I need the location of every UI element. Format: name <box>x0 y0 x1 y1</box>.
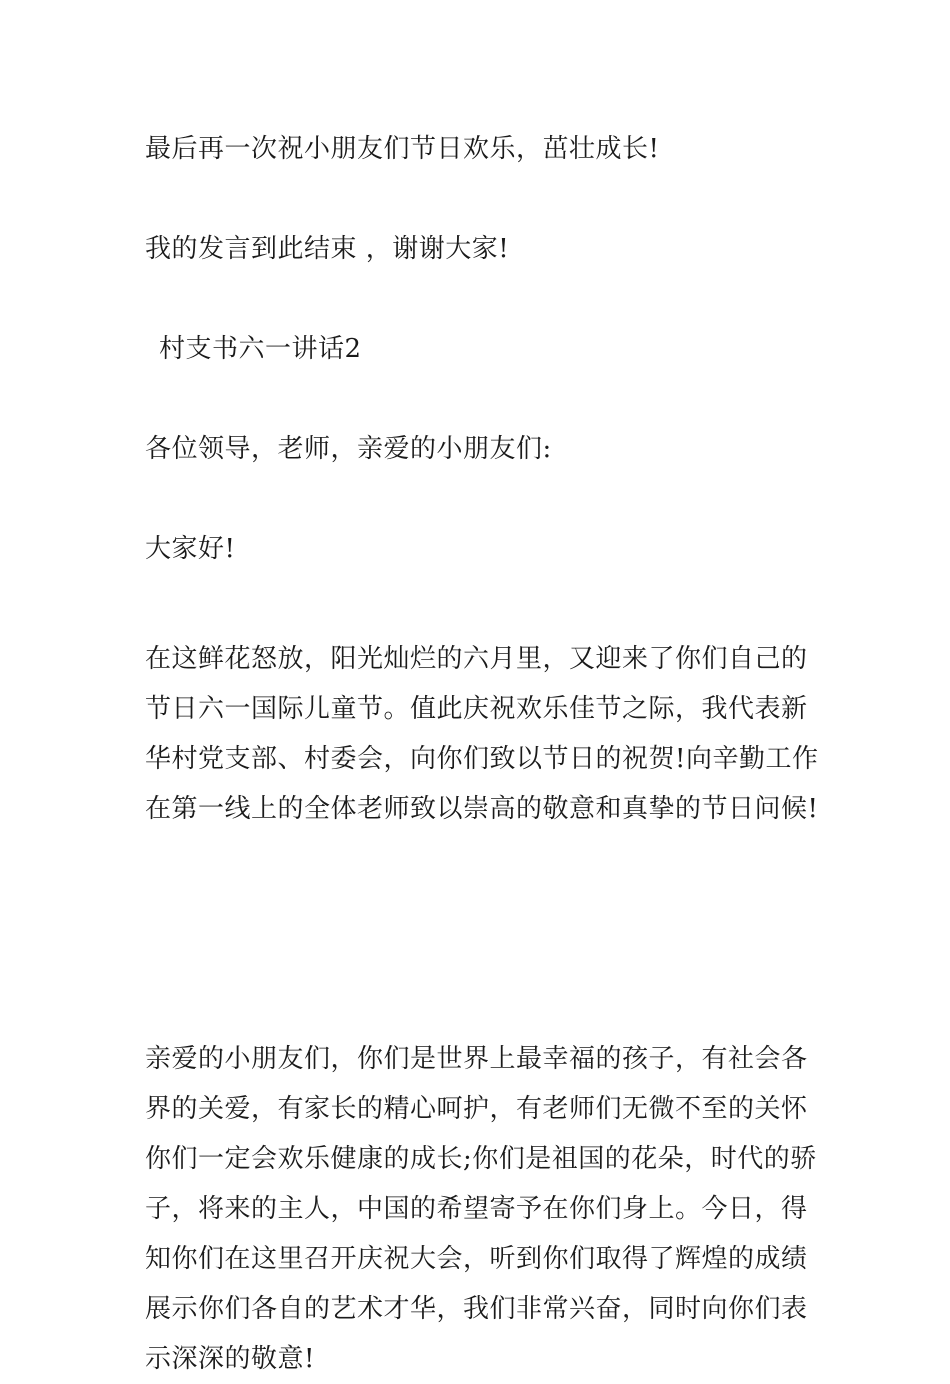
paragraph-line: 界的关爱，有家长的精心呵护，有老师们无微不至的关怀 <box>145 1094 808 1124</box>
paragraph-line: 在这鲜花怒放，阳光灿烂的六月里，又迎来了你们自己的 <box>145 644 808 674</box>
paragraph-2 <box>145 1034 817 1384</box>
paragraph-1 <box>145 634 819 834</box>
paragraph-line: 你们一定会欢乐健康的成长;你们是祖国的花朵，时代的骄 <box>145 1144 817 1174</box>
salutation-line: 各位领导，老师，亲爱的小朋友们: <box>145 434 552 464</box>
closing-thanks-line: 我的发言到此结束 ，谢谢大家! <box>145 234 510 264</box>
paragraph-line: 知你们在这里召开庆祝大会，听到你们取得了辉煌的成绩 <box>145 1244 808 1274</box>
paragraph-line: 示深深的敬意! <box>145 1344 315 1374</box>
paragraph-line: 节日六一国际儿童节。值此庆祝欢乐佳节之际，我代表新 <box>145 694 808 724</box>
paragraph-line: 亲爱的小朋友们，你们是世界上最幸福的孩子，有社会各 <box>145 1044 808 1074</box>
paragraph-line: 华村党支部、村委会，向你们致以节日的祝贺!向辛勤工作 <box>145 744 819 774</box>
section-title: 村支书六一讲话2 <box>159 334 362 364</box>
greeting-line: 大家好! <box>145 534 236 564</box>
paragraph-line: 在第一线上的全体老师致以崇高的敬意和真挚的节日问候! <box>145 794 819 824</box>
paragraph-line: 子，将来的主人，中国的希望寄予在你们身上。今日，得 <box>145 1194 808 1224</box>
closing-wish-line: 最后再一次祝小朋友们节日欢乐，茁壮成长! <box>145 134 660 164</box>
paragraph-line: 展示你们各自的艺术才华，我们非常兴奋，同时向你们表 <box>145 1294 808 1324</box>
